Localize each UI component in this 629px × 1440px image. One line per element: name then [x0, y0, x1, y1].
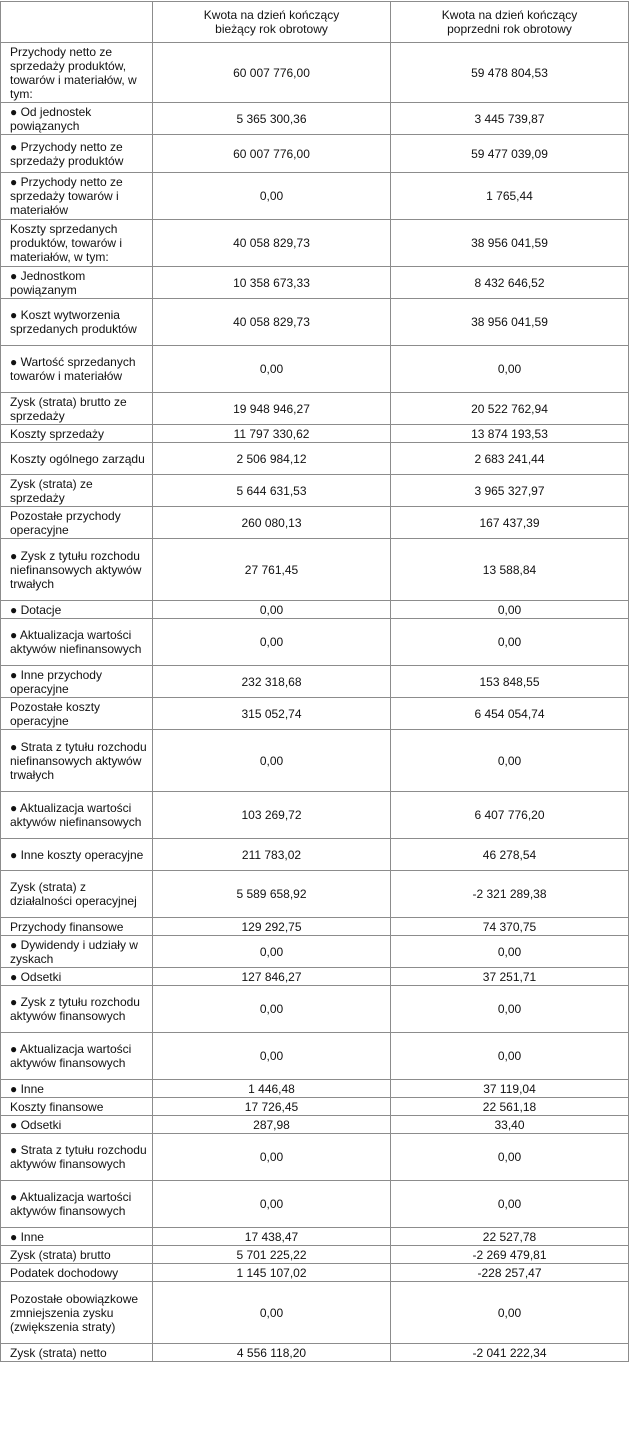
current-year-value: 0,00	[153, 346, 391, 393]
current-year-value: 0,00	[153, 986, 391, 1033]
row-label: Przychody netto ze sprzedaży produktów, towarów i materiałów, w tym:	[1, 43, 153, 103]
previous-year-value: 6 454 054,74	[391, 698, 629, 730]
current-year-value: 5 701 225,22	[153, 1246, 391, 1264]
row-label: Przychody finansowe	[1, 918, 153, 936]
previous-year-value: 38 956 041,59	[391, 299, 629, 346]
current-year-value: 127 846,27	[153, 968, 391, 986]
row-label: Koszty sprzedaży	[1, 425, 153, 443]
table-row	[1, 1116, 629, 1134]
table-row	[1, 299, 629, 346]
row-label: ● Inne koszty operacyjne	[1, 839, 153, 871]
table-row	[1, 393, 629, 425]
current-year-value: 5 365 300,36	[153, 103, 391, 135]
row-label: ● Przychody netto ze sprzedaży produktów	[1, 135, 153, 173]
row-label: Zysk (strata) z działalności operacyjnej	[1, 871, 153, 918]
previous-year-value: 3 445 739,87	[391, 103, 629, 135]
current-year-value: 1 446,48	[153, 1080, 391, 1098]
row-label: ● Koszt wytworzenia sprzedanych produktów	[1, 299, 153, 346]
current-year-value: 0,00	[153, 601, 391, 619]
previous-year-value: -2 269 479,81	[391, 1246, 629, 1264]
row-label: Pozostałe obowiązkowe zmniejszenia zysku (zwiększenia straty)	[1, 1282, 153, 1344]
previous-year-value: 0,00	[391, 601, 629, 619]
table-row	[1, 1264, 629, 1282]
previous-year-value: 167 437,39	[391, 507, 629, 539]
header-label-column	[1, 2, 153, 43]
row-label: Koszty sprzedanych produktów, towarów i materiałów, w tym:	[1, 220, 153, 267]
current-year-value: 17 726,45	[153, 1098, 391, 1116]
table-row	[1, 267, 629, 299]
row-label: Pozostałe koszty operacyjne	[1, 698, 153, 730]
table-row	[1, 443, 629, 475]
table-row	[1, 103, 629, 135]
current-year-value: 129 292,75	[153, 918, 391, 936]
row-label: ● Inne przychody operacyjne	[1, 666, 153, 698]
table-row	[1, 1134, 629, 1181]
row-label: ● Przychody netto ze sprzedaży towarów i materiałów	[1, 173, 153, 220]
previous-year-value: 0,00	[391, 619, 629, 666]
current-year-value: 0,00	[153, 619, 391, 666]
table-row	[1, 346, 629, 393]
table-row	[1, 135, 629, 173]
table-row	[1, 1228, 629, 1246]
row-label: ● Strata z tytułu rozchodu niefinansowych aktywów trwałych	[1, 730, 153, 792]
row-label: Zysk (strata) ze sprzedaży	[1, 475, 153, 507]
row-label: ● Odsetki	[1, 968, 153, 986]
previous-year-value: 74 370,75	[391, 918, 629, 936]
current-year-value: 0,00	[153, 730, 391, 792]
current-year-value: 5 644 631,53	[153, 475, 391, 507]
current-year-value: 0,00	[153, 173, 391, 220]
header-current-year: Kwota na dzień kończący bieżący rok obrotowy	[153, 2, 391, 43]
table-body	[1, 43, 629, 1362]
row-label: Zysk (strata) brutto ze sprzedaży	[1, 393, 153, 425]
row-label: Zysk (strata) netto	[1, 1344, 153, 1362]
table-row	[1, 1282, 629, 1344]
row-label: ● Dywidendy i udziały w zyskach	[1, 936, 153, 968]
previous-year-value: 37 119,04	[391, 1080, 629, 1098]
previous-year-value: 22 527,78	[391, 1228, 629, 1246]
previous-year-value: 59 477 039,09	[391, 135, 629, 173]
table-row	[1, 220, 629, 267]
row-label: ● Inne	[1, 1080, 153, 1098]
current-year-value: 0,00	[153, 1282, 391, 1344]
previous-year-value: 0,00	[391, 936, 629, 968]
table-row	[1, 918, 629, 936]
table-row	[1, 730, 629, 792]
current-year-value: 40 058 829,73	[153, 220, 391, 267]
row-label: ● Aktualizacja wartości aktywów finansowych	[1, 1033, 153, 1080]
current-year-value: 0,00	[153, 1033, 391, 1080]
current-year-value: 10 358 673,33	[153, 267, 391, 299]
previous-year-value: 46 278,54	[391, 839, 629, 871]
row-label: ● Wartość sprzedanych towarów i materiałów	[1, 346, 153, 393]
table-row	[1, 601, 629, 619]
table-row	[1, 507, 629, 539]
current-year-value: 19 948 946,27	[153, 393, 391, 425]
table-row	[1, 1344, 629, 1362]
row-label: ● Odsetki	[1, 1116, 153, 1134]
current-year-value: 260 080,13	[153, 507, 391, 539]
previous-year-value: 13 874 193,53	[391, 425, 629, 443]
row-label: ● Zysk z tytułu rozchodu niefinansowych aktywów trwałych	[1, 539, 153, 601]
row-label: Koszty ogólnego zarządu	[1, 443, 153, 475]
table-row	[1, 619, 629, 666]
previous-year-value: 38 956 041,59	[391, 220, 629, 267]
current-year-value: 1 145 107,02	[153, 1264, 391, 1282]
current-year-value: 287,98	[153, 1116, 391, 1134]
income-statement-table	[0, 1, 629, 1362]
previous-year-value: 20 522 762,94	[391, 393, 629, 425]
previous-year-value: 33,40	[391, 1116, 629, 1134]
current-year-value: 0,00	[153, 1181, 391, 1228]
previous-year-value: 3 965 327,97	[391, 475, 629, 507]
header-previous-year: Kwota na dzień kończący poprzedni rok obrotowy	[391, 2, 629, 43]
current-year-value: 211 783,02	[153, 839, 391, 871]
row-label: ● Jednostkom powiązanym	[1, 267, 153, 299]
table-row	[1, 475, 629, 507]
row-label: ● Strata z tytułu rozchodu aktywów finansowych	[1, 1134, 153, 1181]
previous-year-value: 13 588,84	[391, 539, 629, 601]
previous-year-value: 59 478 804,53	[391, 43, 629, 103]
table-row	[1, 1246, 629, 1264]
row-label: Zysk (strata) brutto	[1, 1246, 153, 1264]
current-year-value: 5 589 658,92	[153, 871, 391, 918]
row-label: ● Aktualizacja wartości aktywów finansowych	[1, 1181, 153, 1228]
previous-year-value: 37 251,71	[391, 968, 629, 986]
previous-year-value: 0,00	[391, 1181, 629, 1228]
row-label: Pozostałe przychody operacyjne	[1, 507, 153, 539]
current-year-value: 4 556 118,20	[153, 1344, 391, 1362]
current-year-value: 0,00	[153, 1134, 391, 1181]
table-row	[1, 936, 629, 968]
table-row	[1, 698, 629, 730]
previous-year-value: 0,00	[391, 986, 629, 1033]
previous-year-value: 0,00	[391, 346, 629, 393]
previous-year-value: -228 257,47	[391, 1264, 629, 1282]
previous-year-value: 22 561,18	[391, 1098, 629, 1116]
previous-year-value: 0,00	[391, 1282, 629, 1344]
row-label: Podatek dochodowy	[1, 1264, 153, 1282]
row-label: ● Dotacje	[1, 601, 153, 619]
current-year-value: 2 506 984,12	[153, 443, 391, 475]
previous-year-value: 2 683 241,44	[391, 443, 629, 475]
row-label: ● Aktualizacja wartości aktywów niefinansowych	[1, 792, 153, 839]
current-year-value: 0,00	[153, 936, 391, 968]
table-row	[1, 1181, 629, 1228]
previous-year-value: 1 765,44	[391, 173, 629, 220]
header-row	[1, 2, 629, 43]
table-row	[1, 43, 629, 103]
table-row	[1, 1080, 629, 1098]
previous-year-value: -2 321 289,38	[391, 871, 629, 918]
table-row	[1, 839, 629, 871]
row-label: ● Inne	[1, 1228, 153, 1246]
table-row	[1, 173, 629, 220]
previous-year-value: 153 848,55	[391, 666, 629, 698]
row-label: ● Aktualizacja wartości aktywów niefinansowych	[1, 619, 153, 666]
table-row	[1, 1098, 629, 1116]
row-label: Koszty finansowe	[1, 1098, 153, 1116]
table-row	[1, 871, 629, 918]
table-row	[1, 968, 629, 986]
row-label: ● Zysk z tytułu rozchodu aktywów finansowych	[1, 986, 153, 1033]
previous-year-value: 0,00	[391, 1134, 629, 1181]
table-row	[1, 986, 629, 1033]
previous-year-value: 0,00	[391, 1033, 629, 1080]
current-year-value: 103 269,72	[153, 792, 391, 839]
table-row	[1, 1033, 629, 1080]
previous-year-value: 6 407 776,20	[391, 792, 629, 839]
current-year-value: 17 438,47	[153, 1228, 391, 1246]
current-year-value: 11 797 330,62	[153, 425, 391, 443]
table-row	[1, 792, 629, 839]
current-year-value: 60 007 776,00	[153, 43, 391, 103]
previous-year-value: 0,00	[391, 730, 629, 792]
current-year-value: 27 761,45	[153, 539, 391, 601]
table-row	[1, 539, 629, 601]
previous-year-value: -2 041 222,34	[391, 1344, 629, 1362]
table-row	[1, 666, 629, 698]
row-label: ● Od jednostek powiązanych	[1, 103, 153, 135]
table-row	[1, 425, 629, 443]
current-year-value: 232 318,68	[153, 666, 391, 698]
current-year-value: 315 052,74	[153, 698, 391, 730]
previous-year-value: 8 432 646,52	[391, 267, 629, 299]
current-year-value: 60 007 776,00	[153, 135, 391, 173]
current-year-value: 40 058 829,73	[153, 299, 391, 346]
